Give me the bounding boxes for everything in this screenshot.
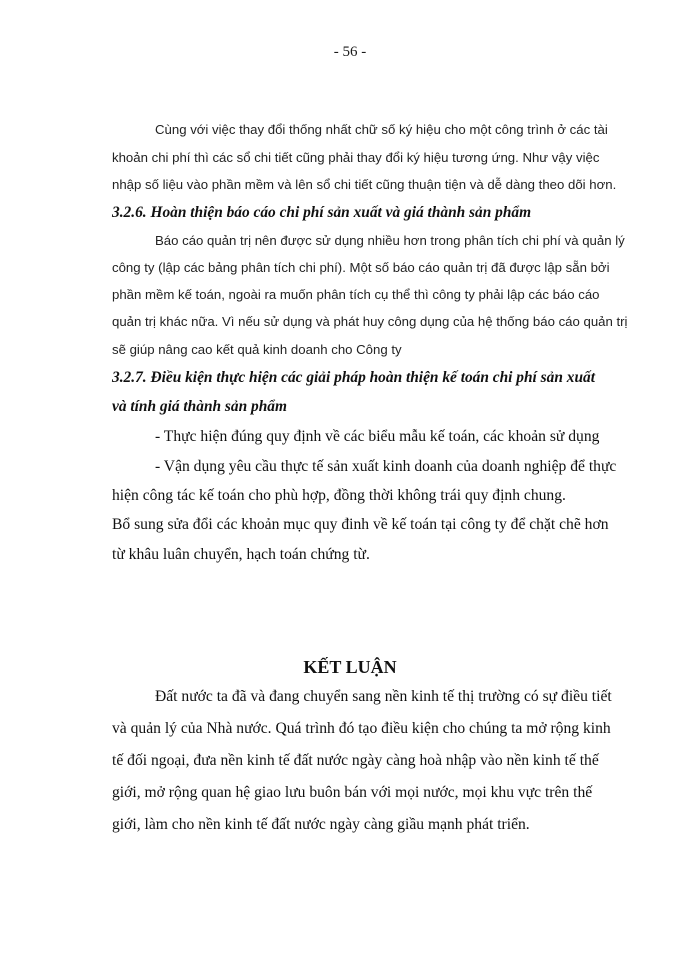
paragraph-line: khoản chi phí thì các sổ chi tiết cũng phải thay đổi ký hiệu tương ứng. Như vậy việc xyxy=(112,150,600,165)
condition-paragraph: từ khâu luân chuyển, hạch toán chứng từ. xyxy=(112,546,370,563)
page-number: - 56 - xyxy=(333,44,367,60)
paragraph-line: Cùng với việc thay đổi thống nhất chữ số ký hiệu cho một công trình ở các tài xyxy=(155,122,608,137)
conclusion-title: KẾT LUẬN xyxy=(303,657,397,677)
conclusion-line: giới, mở rộng quan hệ giao lưu buôn bán với mọi nước, mọi khu vực trên thế xyxy=(112,784,593,801)
condition-paragraph: Bổ sung sửa đổi các khoản mục quy đinh về kế toán tại công ty để chặt chẽ hơn xyxy=(112,516,609,533)
conclusion-line: và quản lý của Nhà nước. Quá trình đó tạo điều kiện cho chúng ta mở rộng kinh xyxy=(112,720,611,737)
paragraph-line: nhập số liệu vào phần mềm và lên sổ chi tiết cũng thuận tiện và dễ dàng theo dõi hơn. xyxy=(112,177,617,192)
conclusion-line: Đất nước ta đã và đang chuyển sang nền kinh tế thị trường có sự điều tiết xyxy=(155,688,612,705)
section-heading-3-2-7: 3.2.7. Điều kiện thực hiện các giải pháp hoàn thiện kế toán chi phí sản xuất xyxy=(112,369,595,386)
paragraph-line: công ty (lập các bảng phân tích chi phí). Một số báo cáo quản trị đã được lập sẵn bởi xyxy=(112,260,610,275)
condition-item: - Vận dụng yêu cầu thực tế sản xuất kinh doanh của doanh nghiệp để thực xyxy=(155,458,617,475)
condition-item: - Thực hiện đúng quy định về các biểu mẫu kế toán, các khoản sử dụng xyxy=(155,428,600,445)
paragraph-line: quản trị khác nữa. Vì nếu sử dụng và phát huy công dụng của hệ thống báo cáo quản trị xyxy=(112,314,628,329)
conclusion-line: giới, làm cho nền kinh tế đất nước ngày càng giầu mạnh phát triển. xyxy=(112,816,530,833)
conclusion-line: tế đối ngoại, đưa nền kinh tế đất nước ngày càng hoà nhập vào nền kinh tế thế xyxy=(112,752,599,769)
section-heading-3-2-7-continued: và tính giá thành sản phẩm xyxy=(112,398,287,415)
paragraph-line: Báo cáo quản trị nên được sử dụng nhiều hơn trong phân tích chi phí và quản lý xyxy=(155,233,625,248)
section-heading-3-2-6: 3.2.6. Hoàn thiện báo cáo chi phí sản xuất và giá thành sản phẩm xyxy=(112,204,532,221)
paragraph-line: sẽ giúp nâng cao kết quả kinh doanh cho Công ty xyxy=(112,342,402,357)
paragraph-line: phần mềm kế toán, ngoài ra muốn phân tích cụ thể thì công ty phải lập các báo cáo xyxy=(112,287,600,302)
condition-item-continued: hiện công tác kế toán cho phù hợp, đồng thời không trái quy định chung. xyxy=(112,487,566,504)
